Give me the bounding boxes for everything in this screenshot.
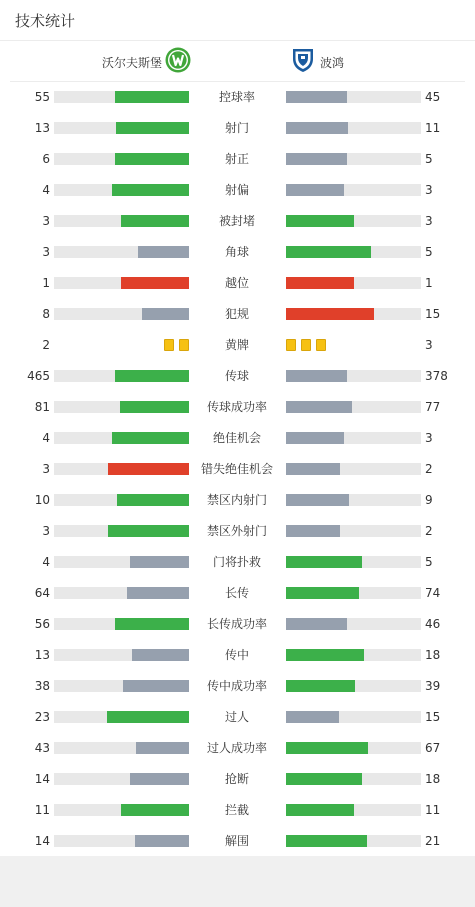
away-stat-bar — [286, 246, 371, 258]
stat-label: 传中 — [224, 648, 249, 662]
stat-row — [0, 740, 475, 756]
away-stat-value: 18 — [425, 772, 441, 786]
home-team-name: 沃尔夫斯堡 — [102, 56, 163, 70]
stat-row — [0, 275, 475, 291]
home-stat-bar — [138, 246, 189, 258]
home-stat-bar-track — [54, 91, 189, 103]
stat-label: 控球率 — [218, 90, 255, 104]
home-stat-bar-track — [54, 153, 189, 165]
stat-label: 传球 — [224, 369, 249, 383]
away-stat-bar — [286, 525, 340, 537]
stat-row — [0, 430, 475, 446]
stat-row — [0, 616, 475, 632]
stat-row — [0, 368, 475, 384]
stat-label: 错失绝佳机会 — [200, 462, 273, 476]
home-stat-bar-track — [54, 184, 189, 196]
away-stat-bar — [286, 494, 349, 506]
stat-label: 门将扑救 — [212, 555, 261, 569]
away-stat-value: 15 — [425, 710, 441, 724]
home-stat-bar — [117, 494, 189, 506]
away-stat-bar — [286, 680, 355, 692]
away-stat-bar-track — [286, 742, 421, 754]
home-stat-bar — [108, 525, 189, 537]
home-stat-bar-track — [54, 773, 189, 785]
away-stat-bar-track — [286, 463, 421, 475]
away-stat-bar — [286, 401, 352, 413]
away-stat-bar-track — [286, 432, 421, 444]
stat-label: 被封堵 — [218, 214, 255, 228]
away-stat-bar — [286, 587, 359, 599]
page-title: 技术统计 — [15, 12, 76, 30]
yellow-card-icon — [179, 339, 189, 351]
yellow-card-icon — [301, 339, 311, 351]
away-stat-bar — [286, 463, 340, 475]
home-stat-value: 3 — [42, 462, 50, 476]
away-stat-value: 77 — [425, 400, 441, 414]
home-stat-value: 8 — [42, 307, 50, 321]
away-stat-bar-track — [286, 494, 421, 506]
away-stat-value: 5 — [425, 245, 433, 259]
away-stat-bar-track — [286, 556, 421, 568]
stat-row — [0, 709, 475, 725]
away-stat-value: 2 — [425, 462, 433, 476]
home-stat-value: 6 — [42, 152, 50, 166]
home-stat-bar — [112, 184, 189, 196]
stat-label: 角球 — [224, 245, 249, 259]
stat-row — [0, 523, 475, 539]
stat-label: 传球成功率 — [206, 400, 267, 414]
home-stat-bar-track — [54, 525, 189, 537]
away-stat-bar — [286, 215, 354, 227]
stat-label: 过人 — [224, 710, 249, 724]
away-stat-bar — [286, 432, 344, 444]
home-stat-bar — [130, 556, 189, 568]
away-team-name: 波鸿 — [320, 56, 345, 70]
home-stat-value: 23 — [34, 710, 50, 724]
home-stat-bar-track — [54, 122, 189, 134]
away-stat-bar-track — [286, 773, 421, 785]
away-stat-bar-track — [286, 370, 421, 382]
stat-row — [0, 833, 475, 849]
away-stat-bar-track — [286, 122, 421, 134]
home-stat-bar-track — [54, 494, 189, 506]
home-stat-bar — [123, 680, 189, 692]
away-stat-bar — [286, 153, 347, 165]
home-stat-value: 10 — [34, 493, 50, 507]
home-stat-bar — [115, 370, 189, 382]
away-stat-bar-track — [286, 649, 421, 661]
home-stat-bar-track — [54, 587, 189, 599]
stat-row — [0, 461, 475, 477]
away-stat-bar — [286, 122, 348, 134]
away-stat-value: 46 — [425, 617, 441, 631]
away-stat-bar — [286, 618, 347, 630]
away-stat-value: 5 — [425, 555, 433, 569]
home-stat-value: 4 — [42, 431, 50, 445]
away-stat-bar — [286, 835, 367, 847]
stat-label: 过人成功率 — [206, 741, 267, 755]
stat-label: 解围 — [224, 834, 249, 848]
away-stat-value: 15 — [425, 307, 441, 321]
home-stat-bar — [115, 153, 189, 165]
home-stat-bar-track — [54, 835, 189, 847]
home-stat-value: 3 — [42, 214, 50, 228]
home-stat-bar-track — [54, 804, 189, 816]
stat-row — [0, 120, 475, 136]
home-stat-value: 14 — [34, 834, 50, 848]
away-stat-value: 45 — [425, 90, 441, 104]
home-stat-bar-track — [54, 401, 189, 413]
stat-label: 抢断 — [224, 772, 249, 786]
home-stat-bar — [115, 91, 189, 103]
away-stat-bar-track — [286, 711, 421, 723]
home-stat-value: 4 — [42, 183, 50, 197]
header — [0, 0, 475, 41]
stat-label: 禁区内射门 — [206, 493, 267, 507]
home-stat-value: 3 — [42, 524, 50, 538]
away-stat-bar — [286, 556, 362, 568]
away-yellow-cards — [286, 339, 421, 351]
away-stat-bar — [286, 184, 344, 196]
home-stat-bar — [135, 835, 189, 847]
away-stat-value: 39 — [425, 679, 441, 693]
home-stat-bar-track — [54, 370, 189, 382]
stat-row — [0, 771, 475, 787]
stat-row — [0, 802, 475, 818]
stat-label: 射偏 — [224, 183, 249, 197]
home-stat-bar-track — [54, 432, 189, 444]
home-stat-bar-track — [54, 556, 189, 568]
away-stat-value: 5 — [425, 152, 433, 166]
home-stat-bar-track — [54, 680, 189, 692]
home-stat-bar-track — [54, 246, 189, 258]
home-stat-bar — [121, 804, 189, 816]
stat-row — [0, 306, 475, 322]
away-stat-value: 67 — [425, 741, 441, 755]
away-stat-bar — [286, 804, 354, 816]
away-stat-bar — [286, 711, 339, 723]
stat-row — [0, 554, 475, 570]
away-stat-bar-track — [286, 618, 421, 630]
home-stat-value: 13 — [34, 648, 50, 662]
away-stat-value: 74 — [425, 586, 441, 600]
stat-label: 长传 — [224, 586, 249, 600]
home-stat-value: 11 — [34, 803, 50, 817]
home-stat-value: 56 — [34, 617, 50, 631]
away-stat-value: 9 — [425, 493, 433, 507]
stat-row — [0, 678, 475, 694]
stat-row — [0, 89, 475, 105]
away-stat-bar — [286, 308, 374, 320]
away-stat-bar-track — [286, 401, 421, 413]
home-stat-bar-track — [54, 618, 189, 630]
stat-label: 绝佳机会 — [212, 431, 261, 445]
home-stat-bar — [115, 618, 189, 630]
bochum-logo-icon — [290, 47, 316, 73]
away-stat-value: 21 — [425, 834, 441, 848]
home-stat-bar — [107, 711, 189, 723]
away-stat-bar — [286, 91, 347, 103]
home-stat-bar — [142, 308, 189, 320]
home-stat-value: 43 — [34, 741, 50, 755]
stat-row — [0, 213, 475, 229]
home-stat-value: 465 — [27, 369, 50, 383]
away-stat-bar-track — [286, 184, 421, 196]
away-stat-bar-track — [286, 277, 421, 289]
away-stat-value: 3 — [425, 183, 433, 197]
away-stat-value: 18 — [425, 648, 441, 662]
away-stat-bar — [286, 742, 368, 754]
away-stat-value: 1 — [425, 276, 433, 290]
stat-row — [0, 492, 475, 508]
home-stat-bar-track — [54, 277, 189, 289]
stat-label: 射门 — [224, 121, 249, 135]
away-stat-bar-track — [286, 215, 421, 227]
yellow-card-icon — [164, 339, 174, 351]
stat-label: 禁区外射门 — [206, 524, 267, 538]
home-stat-value: 4 — [42, 555, 50, 569]
away-stat-bar-track — [286, 308, 421, 320]
stat-row — [0, 182, 475, 198]
home-stat-bar-track — [54, 742, 189, 754]
stat-label: 拦截 — [224, 803, 249, 817]
stat-row — [0, 585, 475, 601]
home-stat-bar-track — [54, 463, 189, 475]
away-stat-value: 378 — [425, 369, 448, 383]
home-stat-value: 64 — [34, 586, 50, 600]
home-stat-bar — [116, 122, 189, 134]
away-stat-bar-track — [286, 525, 421, 537]
home-stat-value: 14 — [34, 772, 50, 786]
away-stat-bar-track — [286, 153, 421, 165]
away-stat-bar — [286, 277, 354, 289]
away-stat-value: 3 — [425, 431, 433, 445]
stat-row — [0, 337, 475, 353]
away-stat-bar-track — [286, 246, 421, 258]
stat-label: 长传成功率 — [206, 617, 267, 631]
stat-label: 犯规 — [224, 307, 249, 321]
stat-row — [0, 399, 475, 415]
away-stat-bar — [286, 773, 362, 785]
footer-area — [0, 856, 475, 907]
home-stat-value: 3 — [42, 245, 50, 259]
home-stat-bar — [121, 215, 189, 227]
home-stat-bar — [112, 432, 189, 444]
away-stat-bar-track — [286, 804, 421, 816]
home-stat-bar — [127, 587, 189, 599]
home-stat-bar-track — [54, 711, 189, 723]
away-stat-value: 3 — [425, 338, 433, 352]
home-stat-value: 55 — [34, 90, 50, 104]
yellow-card-icon — [286, 339, 296, 351]
wolfsburg-logo-icon — [165, 47, 191, 73]
away-stat-value: 3 — [425, 214, 433, 228]
home-stat-bar — [121, 277, 189, 289]
home-stat-value: 81 — [34, 400, 50, 414]
home-stat-bar — [120, 401, 189, 413]
away-stat-bar — [286, 370, 347, 382]
home-stat-value: 38 — [34, 679, 50, 693]
home-stat-bar — [136, 742, 189, 754]
home-stat-bar — [130, 773, 189, 785]
home-stat-bar-track — [54, 649, 189, 661]
away-stat-bar-track — [286, 835, 421, 847]
stat-row — [0, 647, 475, 663]
away-stat-bar — [286, 649, 364, 661]
yellow-card-icon — [316, 339, 326, 351]
home-stat-value: 13 — [34, 121, 50, 135]
away-stat-bar-track — [286, 91, 421, 103]
home-yellow-cards — [54, 339, 189, 351]
home-stat-bar — [132, 649, 189, 661]
stat-row — [0, 244, 475, 260]
home-stat-value: 2 — [42, 338, 50, 352]
stat-label: 射正 — [224, 152, 249, 166]
away-stat-value: 11 — [425, 803, 441, 817]
stat-label: 越位 — [224, 276, 249, 290]
stat-row — [0, 151, 475, 167]
away-stat-value: 11 — [425, 121, 441, 135]
home-stat-bar-track — [54, 308, 189, 320]
away-stat-value: 2 — [425, 524, 433, 538]
away-stat-bar-track — [286, 680, 421, 692]
home-stat-bar-track — [54, 215, 189, 227]
stat-label: 传中成功率 — [206, 679, 267, 693]
teams-header — [10, 41, 465, 82]
home-stat-value: 1 — [42, 276, 50, 290]
home-stat-bar — [108, 463, 189, 475]
away-stat-bar-track — [286, 587, 421, 599]
stat-label: 黄牌 — [224, 338, 249, 352]
